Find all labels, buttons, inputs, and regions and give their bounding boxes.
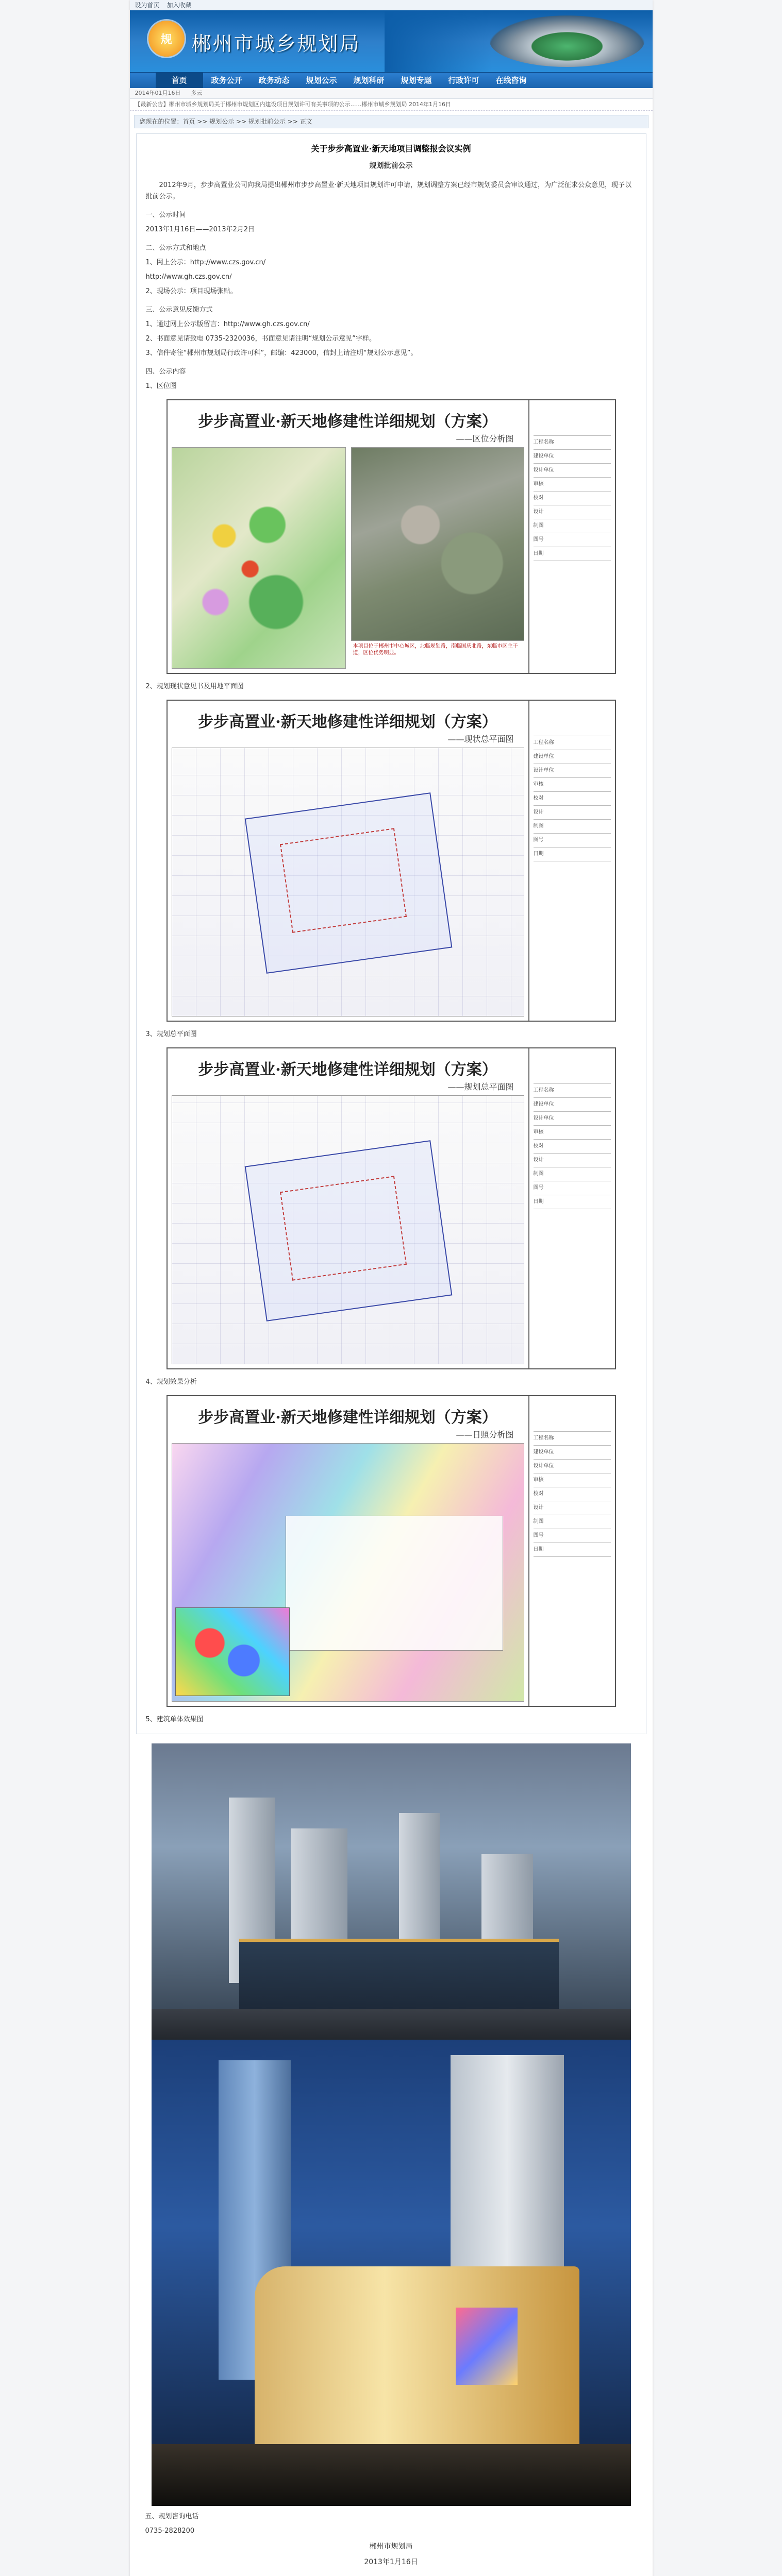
date-bar bbox=[130, 88, 653, 99]
section-4-item-4: 4、规划效果分析 bbox=[145, 1378, 197, 1386]
analysis-site-area bbox=[286, 1516, 503, 1651]
section-2-item-1[interactable]: 1、网上公示：http://www.czs.gov.cn/ bbox=[145, 259, 266, 266]
add-favorite-link[interactable]: 加入收藏 bbox=[167, 2, 192, 9]
title-block-row: 工程名称 bbox=[534, 1084, 611, 1098]
title-block-row: 工程名称 bbox=[534, 436, 611, 450]
section-1-heading: 一、公示时间 bbox=[145, 211, 186, 219]
panel-main bbox=[168, 1048, 529, 1368]
breadcrumb: 您现在的位置：首页 >> 规划公示 >> 规划批前公示 >> 正文 bbox=[134, 115, 648, 128]
nav-news[interactable]: 政务动态 bbox=[258, 76, 290, 85]
aerial-rendering-image bbox=[152, 1743, 631, 2040]
panel-main bbox=[168, 701, 529, 1021]
title-block-logo-area bbox=[534, 404, 611, 436]
title-block-logo-area bbox=[534, 1400, 611, 1432]
section-4-heading: 四、公示内容 bbox=[145, 368, 186, 376]
title-block-row: 审核 bbox=[534, 778, 611, 792]
master-plan-panel bbox=[167, 1047, 616, 1369]
title-block-row: 校对 bbox=[534, 792, 611, 806]
site-title: 郴州市城乡规划局 bbox=[191, 32, 361, 55]
title-block-row: 设计单位 bbox=[534, 1112, 611, 1126]
current-site-plan-panel bbox=[167, 700, 616, 1022]
panel-title-block bbox=[529, 1048, 615, 1368]
section-1-value: 2013年1月16日——2013年2月2日 bbox=[145, 226, 255, 233]
title-block-row: 建设单位 bbox=[534, 1098, 611, 1112]
aerial-photo bbox=[351, 447, 524, 641]
land-use-map bbox=[172, 447, 346, 669]
site-banner bbox=[130, 10, 653, 72]
nav-research[interactable]: 规划科研 bbox=[353, 76, 385, 85]
weather: 多云 bbox=[191, 90, 203, 96]
building-footprint bbox=[279, 1176, 406, 1280]
panel-title: 步步高置业·新天地修建性详细规划（方案） bbox=[198, 1409, 497, 1427]
section-4-item-2: 2、规划现状意见书及用地平面图 bbox=[145, 683, 244, 690]
panel-caption: ——日照分析图 bbox=[456, 1430, 514, 1439]
location-map-panel bbox=[167, 399, 616, 674]
article-body bbox=[136, 133, 646, 1734]
master-plan-drawing bbox=[172, 1095, 524, 1364]
title-block-row: 日期 bbox=[534, 848, 611, 861]
title-block-row: 图号 bbox=[534, 533, 611, 547]
panel-title-block bbox=[529, 701, 615, 1021]
banner-gradient bbox=[385, 10, 653, 72]
title-block-row: 设计 bbox=[534, 1501, 611, 1515]
signature-date: 2013年1月16日 bbox=[364, 2558, 418, 2566]
title-block-row: 制图 bbox=[534, 820, 611, 834]
title-block-row: 审核 bbox=[534, 1126, 611, 1140]
title-block-row: 设计单位 bbox=[534, 1460, 611, 1473]
panel-main bbox=[168, 1396, 529, 1706]
redline-boundary bbox=[279, 828, 406, 933]
article-intro: 2012年9月，步步高置业公司向我局提出郴州市步步高置业·新天地项目规划许可申请，规划调整方案已经市规划委员会审议通过，为广泛征求公众意见，现予以批前公示。 bbox=[145, 181, 631, 200]
title-block-row: 日期 bbox=[534, 1195, 611, 1209]
title-block-row: 日期 bbox=[534, 547, 611, 561]
set-homepage-link[interactable]: 设为首页 bbox=[135, 2, 160, 9]
title-block-row: 校对 bbox=[534, 492, 611, 505]
panel-title: 步步高置业·新天地修建性详细规划（方案） bbox=[198, 413, 497, 431]
panel-title-block bbox=[529, 400, 615, 673]
title-block-row: 建设单位 bbox=[534, 750, 611, 764]
nav-permits[interactable]: 行政许可 bbox=[448, 76, 479, 85]
title-block-row: 设计 bbox=[534, 806, 611, 820]
article-subtitle: 规划批前公示 bbox=[369, 162, 413, 170]
rendering-plaza bbox=[152, 2444, 631, 2506]
title-block-row: 工程名称 bbox=[534, 1432, 611, 1446]
section-4-item-3: 3、规划总平面图 bbox=[145, 1030, 197, 1038]
title-block-row: 图号 bbox=[534, 834, 611, 848]
nav-government-open[interactable]: 政务公开 bbox=[211, 76, 242, 85]
section-3-item-2: 2、书面意见请致电 0735-2320036，书面意见请注明“规划公示意见”字样。 bbox=[145, 335, 376, 343]
title-block-row: 校对 bbox=[534, 1487, 611, 1501]
title-block-logo-area bbox=[534, 1053, 611, 1084]
page-wrapper bbox=[130, 0, 653, 2576]
article-title: 关于步步高置业·新天地项目调整报会议实例 bbox=[311, 144, 471, 154]
title-block-row: 设计 bbox=[534, 505, 611, 519]
title-block-row: 工程名称 bbox=[534, 736, 611, 750]
panel-caption: ——区位分析图 bbox=[456, 434, 514, 444]
section-2-item-1b[interactable]: http://www.gh.czs.gov.cn/ bbox=[145, 273, 232, 281]
panel-caption: ——现状总平面图 bbox=[447, 734, 514, 744]
title-block-row: 建设单位 bbox=[534, 450, 611, 464]
rendering-street bbox=[152, 2009, 631, 2040]
panel-caption: ——规划总平面图 bbox=[447, 1082, 514, 1092]
section-2-item-2: 2、现场公示：项目现场张贴。 bbox=[145, 287, 237, 295]
title-block-row: 设计单位 bbox=[534, 464, 611, 478]
section-3-item-3: 3、信件寄往“郴州市规划局行政许可科”，邮编：423000，信封上请注明“规划公示意见”。 bbox=[145, 349, 418, 357]
title-block-row: 图号 bbox=[534, 1181, 611, 1195]
rendering-podium bbox=[239, 1939, 559, 2019]
section-2-heading: 二、公示方式和地点 bbox=[145, 244, 206, 252]
rendering-mall-facade bbox=[255, 2266, 579, 2447]
site-plan-drawing bbox=[172, 748, 524, 1016]
title-block-row: 建设单位 bbox=[534, 1446, 611, 1460]
aerial-map-block bbox=[351, 447, 524, 669]
section-4-item-1: 1、区位图 bbox=[145, 382, 177, 390]
title-block-row: 图号 bbox=[534, 1529, 611, 1543]
title-block-row: 制图 bbox=[534, 1167, 611, 1181]
signature-org: 郴州市规划局 bbox=[369, 2543, 413, 2551]
analysis-inset-map bbox=[175, 1607, 290, 1696]
sunlight-analysis-panel bbox=[167, 1395, 616, 1707]
title-block-row: 制图 bbox=[534, 519, 611, 533]
top-utility-bar bbox=[130, 0, 653, 10]
section-3-item-1[interactable]: 1、通过网上公示版留言：http://www.gh.czs.gov.cn/ bbox=[145, 320, 310, 328]
nav-planning-notice[interactable]: 规划公示 bbox=[306, 76, 337, 85]
main-nav bbox=[130, 72, 653, 88]
panel-main bbox=[168, 400, 529, 673]
title-block-row: 设计单位 bbox=[534, 764, 611, 778]
title-block-row: 日期 bbox=[534, 1543, 611, 1557]
street-rendering-image bbox=[152, 2040, 631, 2506]
nav-topics[interactable]: 规划专题 bbox=[401, 76, 432, 85]
notice-ticker[interactable]: 【最新公告】郴州市城乡规划局关于郴州市规划区内建设项目规划许可有关事项的公示……郴州市城乡规划局 2014年1月16日 bbox=[130, 99, 653, 111]
title-block-row: 审核 bbox=[534, 1473, 611, 1487]
section-5-heading: 五、规划咨询电话 bbox=[145, 2513, 199, 2520]
title-block-row: 审核 bbox=[534, 478, 611, 492]
section-4-item-5: 5、建筑单体效果图 bbox=[145, 1716, 204, 1723]
nav-home[interactable]: 首页 bbox=[156, 73, 203, 88]
panel-title-block bbox=[529, 1396, 615, 1706]
current-date: 2014年01月16日 bbox=[135, 90, 181, 96]
sunlight-analysis-drawing bbox=[172, 1443, 524, 1702]
contact-phone: 0735-2828200 bbox=[145, 2527, 195, 2535]
title-block-row: 校对 bbox=[534, 1140, 611, 1154]
location-maps bbox=[172, 447, 524, 669]
rendering-led-screen bbox=[456, 2308, 518, 2385]
title-block-row: 制图 bbox=[534, 1515, 611, 1529]
article-footer bbox=[136, 2506, 646, 2576]
panel-title: 步步高置业·新天地修建性详细规划（方案） bbox=[198, 1061, 497, 1079]
title-block-logo-area bbox=[534, 705, 611, 736]
site-logo[interactable]: 规 bbox=[148, 21, 185, 57]
section-3-heading: 三、公示意见反馈方式 bbox=[145, 306, 213, 314]
nav-consult[interactable]: 在线咨询 bbox=[495, 76, 527, 85]
map-note: 本项目位于郴州市中心城区，北临规划路，南临国庆北路，东临市区主干道，区位优势明显。 bbox=[353, 643, 518, 656]
panel-title: 步步高置业·新天地修建性详细规划（方案） bbox=[198, 713, 497, 731]
title-block-row: 设计 bbox=[534, 1154, 611, 1167]
